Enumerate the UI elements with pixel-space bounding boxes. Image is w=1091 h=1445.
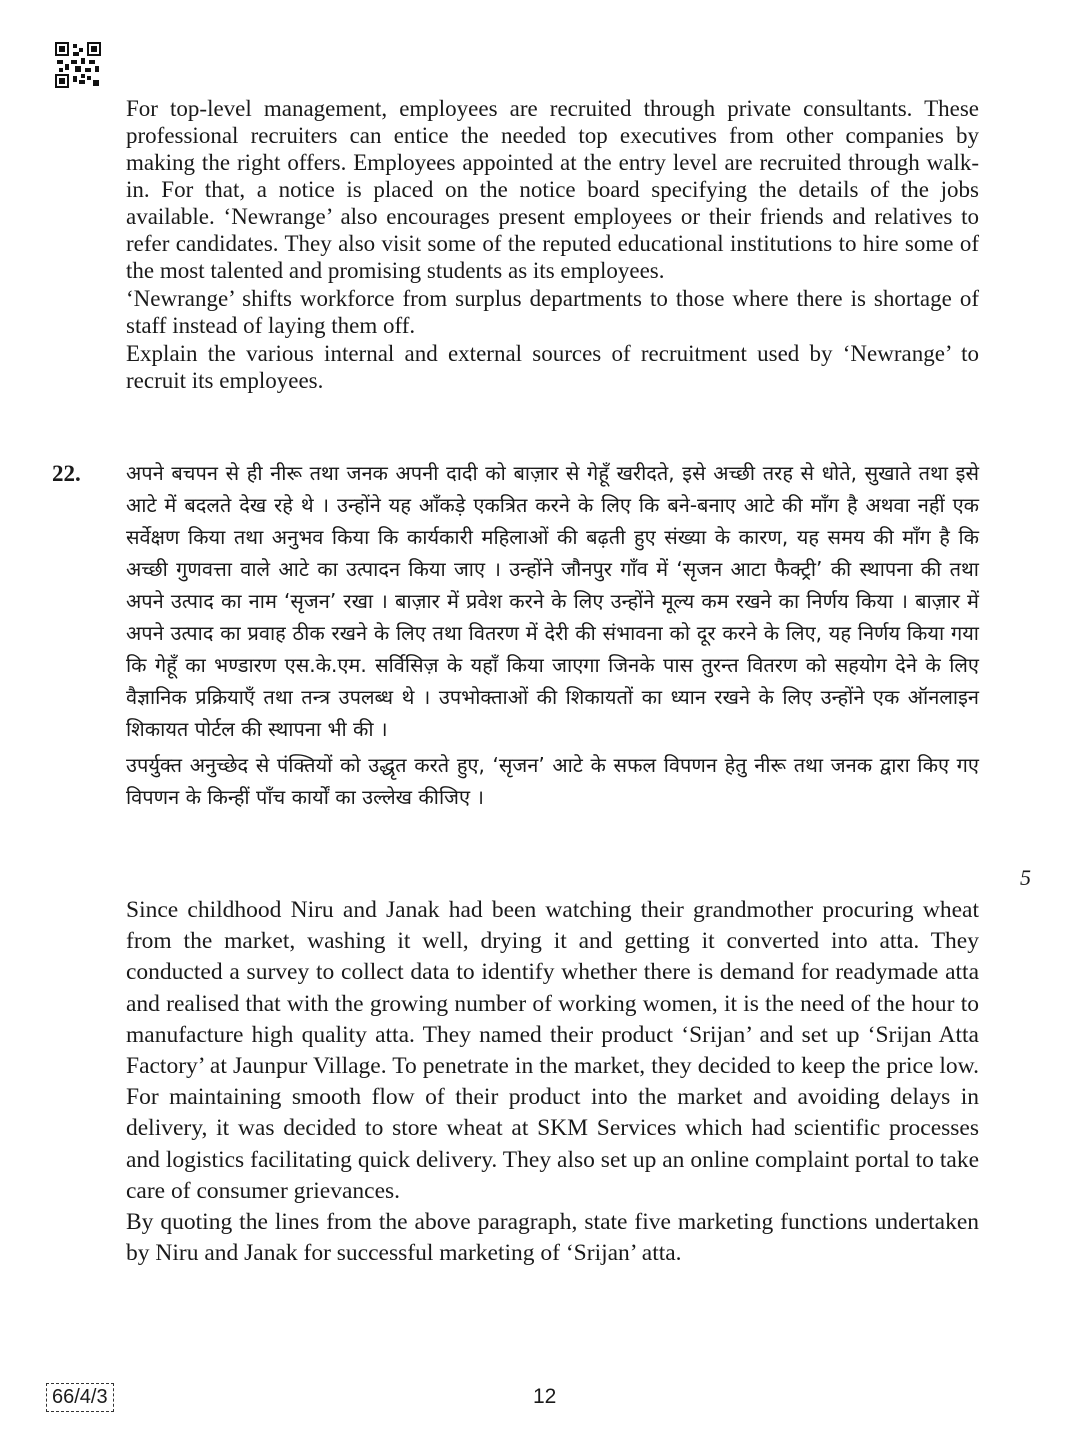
question-number: 22. bbox=[52, 461, 81, 486]
paper-code: 66/4/3 bbox=[46, 1383, 114, 1412]
hindi-paragraph: अपने बचपन से ही नीरू तथा जनक अपनी दादी को बाज़ार से गेहूँ खरीदते, इसे अच्छी तरह से धोते, सुखाते तथा इसे आटे में बदलते देख रहे थे । उन्होंने यह आँकड़े एकत्रित करने के लिए कि बने-बनाए आटे की माँग है अथवा नहीं एक सर्वेक्षण किया तथा अनुभव किया कि कार्यकारी महिलाओं की बढ़ती हुए संख्या के कारण, यह समय की माँग है कि अच्छी गुणवत्ता वाले आटे का उत्पादन किया जाए । उन्होंने जौनपुर गाँव में ‘सृजन आटा फैक्ट्री’ की स्थापना की तथा अपने उत्पाद का नाम ‘सृजन’ रखा । बाज़ार में प्रवेश करने के लिए उन्होंने मूल्य कम रखने का निर्णय किया । बाज़ार में अपने उत्पाद का प्रवाह ठीक रखने के लिए तथा वितरण में देरी की संभावना को दूर करने के लिए, यह निर्णय किया गया कि गेहूँ का भण्डारण एस.के.एम. सर्विसिज़ के यहाँ किया जाएगा जिनके पास तुरन्त वितरण को सहयोग देने के लिए वैज्ञानिक प्रक्रियाएँ तथा तन्त्र उपलब्ध थे । उपभोक्ताओं की शिकायतों का ध्यान रखने के लिए उन्होंने एक ऑनलाइन शिकायत पोर्टल की स्थापना भी की । bbox=[126, 461, 979, 741]
marks: 5 bbox=[1020, 865, 1031, 890]
question-prompt: Explain the various internal and external sources of recruitment used by ‘Newrange’ to recruit its employees. bbox=[126, 341, 979, 393]
english-question: By quoting the lines from the above paragraph, state five marketing functions undertaken by Niru and Janak for successful marketing of ‘Srijan’ atta. bbox=[126, 1209, 979, 1267]
hindi-question: उपर्युक्त अनुच्छेद से पंक्तियों को उद्धृत करते हुए, ‘सृजन’ आटे के सफल विपणन हेतु नीरू तथा जनक द्वारा किए गए विपणन के किन्हीं पाँच कार्यों का उल्लेख कीजिए । bbox=[126, 753, 979, 809]
question-22-hindi bbox=[126, 457, 979, 813]
english-paragraph: Since childhood Niru and Janak had been watching their grandmother procuring wheat from the market, washing it well, drying it and getting it converted into atta. They conducted a survey to collect data to identify whether there is demand for readymade atta and realised that with the growing number of working women, it is the need of the hour to manufacture high quality atta. They named their product ‘Srijan’ and set up ‘Srijan Atta Factory’ at Jaunpur Village. To penetrate in the market, they decided to keep the price low. For maintaining smooth flow of their product into the market and avoiding delays in delivery, it was decided to store wheat at SKM Services which had scientific processes and logistics facilitating quick delivery. They also set up an online complaint portal to take care of consumer grievances. bbox=[126, 897, 979, 1204]
question-22-english bbox=[126, 895, 979, 1269]
page-number: 12 bbox=[533, 1385, 557, 1408]
case-paragraph: For top-level management, employees are recruited through private consultants. These professional recruiters can entice the needed top executives from other companies by making the right offers. Employees appointed at the entry level are recruited through walk-in. For that, a notice is placed on the notice board specifying the details of the jobs available. ‘Newrange’ also encourages present employees or their friends and relatives to refer candidates. They also visit some of the reputed educational institutions to hire some of the most talented and promising students as its employees. bbox=[126, 96, 979, 283]
qr-code-icon bbox=[55, 42, 101, 88]
case-study-continuation bbox=[126, 95, 979, 394]
case-paragraph: ‘Newrange’ shifts workforce from surplus departments to those where there is shortage of staff instead of laying them off. bbox=[126, 286, 979, 338]
